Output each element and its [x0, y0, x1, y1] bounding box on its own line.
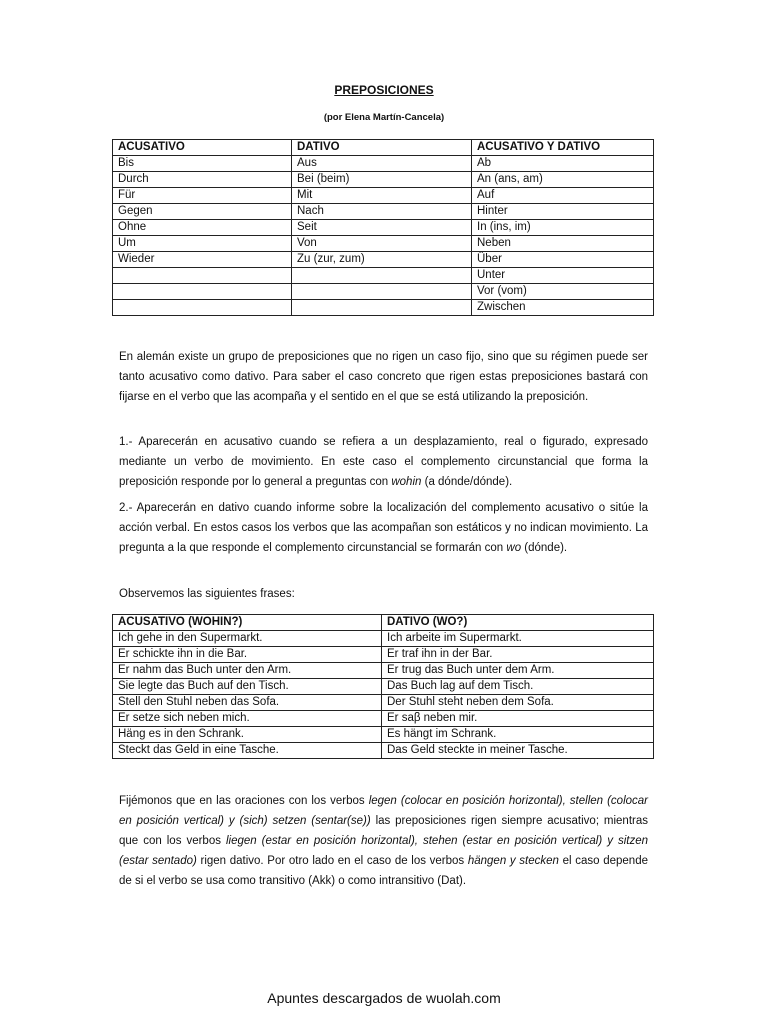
paragraph-observe: Observemos las siguientes frases: — [119, 588, 295, 600]
table-cell: Vor (vom) — [472, 284, 654, 300]
paragraph-text: (a dónde/dónde). — [421, 476, 513, 488]
table-row — [113, 236, 654, 252]
table-cell — [113, 284, 292, 300]
table-cell: Er trug das Buch unter dem Arm. — [382, 663, 654, 679]
table-cell: Er schickte ihn in die Bar. — [113, 647, 382, 663]
table-cell: Seit — [292, 220, 472, 236]
table-row — [113, 663, 654, 679]
table-cell: Für — [113, 188, 292, 204]
table-row — [113, 647, 654, 663]
table-cell: Sie legte das Buch auf den Tisch. — [113, 679, 382, 695]
paragraph-acusativo — [119, 432, 648, 492]
table-row — [113, 252, 654, 268]
table-cell — [292, 284, 472, 300]
examples-table — [112, 614, 654, 759]
table-cell: Steckt das Geld in eine Tasche. — [113, 743, 382, 759]
paragraph-emphasis: legen (colocar en posición horizontal), stellen (colocar en posición vertical) y (sich) setzen (sentar(se)) — [119, 795, 648, 827]
table-row — [113, 743, 654, 759]
table-row — [113, 268, 654, 284]
table-cell: Er nahm das Buch unter den Arm. — [113, 663, 382, 679]
table-row — [113, 220, 654, 236]
table-row — [113, 631, 654, 647]
table-cell: Gegen — [113, 204, 292, 220]
paragraph-conclusion — [119, 791, 648, 891]
table-cell: Bis — [113, 156, 292, 172]
table-row — [113, 172, 654, 188]
paragraph-dativo — [119, 498, 648, 558]
paragraph-intro: En alemán existe un grupo de preposiciones que no rigen un caso fijo, sino que su régimen puede ser tanto acusativo como dativo. Para saber el caso concreto que rigen estas preposiciones bastará con fijarse en el verbo que las acompaña y el sentido en el que se está utilizando la preposición. — [119, 351, 648, 403]
table-cell — [113, 268, 292, 284]
table-row — [113, 679, 654, 695]
table-cell — [113, 300, 292, 316]
table-cell: Neben — [472, 236, 654, 252]
table-cell: Um — [113, 236, 292, 252]
table-cell: Zwischen — [472, 300, 654, 316]
table-row — [113, 300, 654, 316]
table-row — [113, 188, 654, 204]
table-cell: In (ins, im) — [472, 220, 654, 236]
table-cell: Es hängt im Schrank. — [382, 727, 654, 743]
table-row — [113, 284, 654, 300]
table-cell: Bei (beim) — [292, 172, 472, 188]
table-row — [113, 727, 654, 743]
table-cell: Er setze sich neben mich. — [113, 711, 382, 727]
table-row — [113, 711, 654, 727]
table-row — [113, 204, 654, 220]
paragraph-text: 1.- Aparecerán en acusativo cuando se refiera a un desplazamiento, real o figurado, expresado mediante un verbo de movimiento. En este caso el complemento circunstancial que forma la preposición responde por lo general a preguntas con — [119, 436, 648, 488]
table-header-row — [113, 140, 654, 156]
prepositions-table — [112, 139, 654, 316]
table-cell: Er traf ihn in der Bar. — [382, 647, 654, 663]
table-cell — [292, 268, 472, 284]
table-cell: Der Stuhl steht neben dem Sofa. — [382, 695, 654, 711]
table-cell — [292, 300, 472, 316]
table-cell: Stell den Stuhl neben das Sofa. — [113, 695, 382, 711]
table-cell: An (ans, am) — [472, 172, 654, 188]
table-cell: Auf — [472, 188, 654, 204]
table-cell: Das Buch lag auf dem Tisch. — [382, 679, 654, 695]
paragraph-text: Fijémonos que en las oraciones con los verbos — [119, 795, 369, 807]
table-cell: Ich gehe in den Supermarkt. — [113, 631, 382, 647]
table-cell: Häng es in den Schrank. — [113, 727, 382, 743]
table-cell: Aus — [292, 156, 472, 172]
table-cell: Durch — [113, 172, 292, 188]
table-cell: Ohne — [113, 220, 292, 236]
table-cell: Nach — [292, 204, 472, 220]
table-cell: Zu (zur, zum) — [292, 252, 472, 268]
table-cell: Ab — [472, 156, 654, 172]
column-header-dativo: DATIVO — [292, 140, 472, 156]
table-cell: Hinter — [472, 204, 654, 220]
column-header-wo: DATIVO (WO?) — [382, 615, 654, 631]
column-header-acusativo-dativo: ACUSATIVO Y DATIVO — [472, 140, 654, 156]
page-title: PREPOSICIONES — [334, 83, 434, 97]
paragraph-text: (dónde). — [521, 542, 568, 554]
table-cell: Mit — [292, 188, 472, 204]
table-header-row — [113, 615, 654, 631]
table-row — [113, 156, 654, 172]
table-cell: Wieder — [113, 252, 292, 268]
paragraph-text: el caso depende de si el verbo se usa como transitivo (Akk) o como intransitivo (Dat). — [119, 855, 648, 887]
table-cell: Ich arbeite im Supermarkt. — [382, 631, 654, 647]
footer-source: Apuntes descargados de wuolah.com — [267, 990, 501, 1006]
column-header-wohin: ACUSATIVO (WOHIN?) — [113, 615, 382, 631]
paragraph-emphasis: liegen (estar en posición horizontal), stehen (estar en posición vertical) y sitzen (estar sentado) — [119, 835, 648, 867]
table-cell: Er saβ neben mir. — [382, 711, 654, 727]
table-row — [113, 695, 654, 711]
paragraph-text: 2.- Aparecerán en dativo cuando informe sobre la localización del complemento acusativo o sitúe la acción verbal. En estos casos los verbos que las acompañan son estáticos y no indican movimiento. La pregunta a la que responde el complemento circunstancial se formarán con — [119, 502, 648, 554]
paragraph-emphasis: wohin — [391, 476, 422, 488]
table-cell: Unter — [472, 268, 654, 284]
paragraph-emphasis: hängen y stecken — [467, 855, 559, 867]
table-cell: Über — [472, 252, 654, 268]
column-header-acusativo: ACUSATIVO — [113, 140, 292, 156]
table-cell: Das Geld steckte in meiner Tasche. — [382, 743, 654, 759]
paragraph-text: las preposiciones rigen siempre acusativo; mientras que con los verbos — [119, 815, 648, 847]
table-cell: Von — [292, 236, 472, 252]
paragraph-text: rigen dativo. Por otro lado en el caso de los verbos — [196, 855, 468, 867]
paragraph-emphasis: wo — [506, 542, 522, 554]
page-subtitle: (por Elena Martín-Cancela) — [323, 112, 445, 123]
